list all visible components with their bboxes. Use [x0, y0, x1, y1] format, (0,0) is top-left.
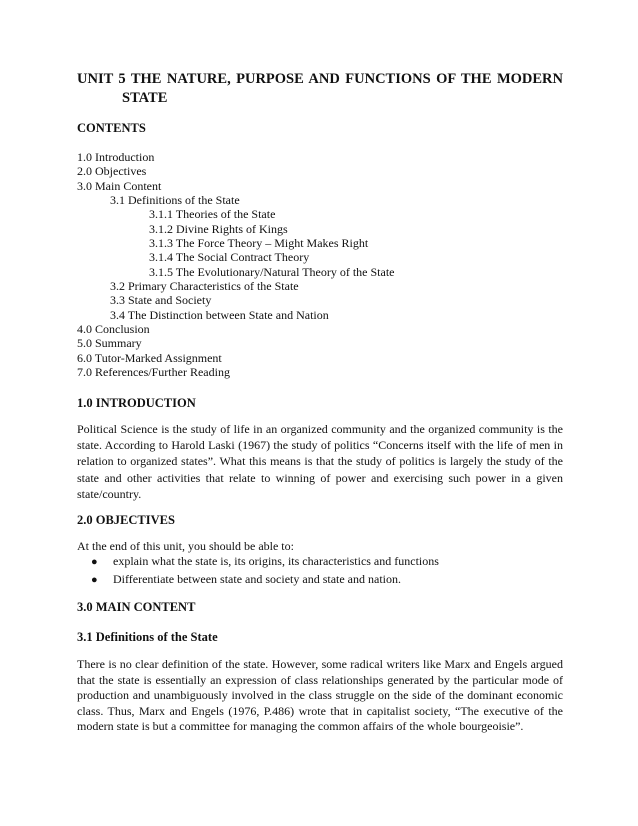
toc-item: 3.4 The Distinction between State and Nation [110, 307, 329, 322]
toc-item: 4.0 Conclusion [77, 322, 150, 337]
toc-item: 3.1.4 The Social Contract Theory [149, 250, 310, 265]
unit-title: UNIT 5 THE NATURE, PURPOSE AND FUNCTIONS OF THE MODERN [77, 71, 563, 87]
toc-item: 3.0 Main Content [77, 178, 162, 193]
table-of-contents [77, 150, 395, 380]
list-item-text: explain what the state is, its origins, its characteristics and functions [113, 554, 439, 568]
introduction-paragraph: Political Science is the study of life in an organized community and the organized community is the state. According to Harold Laski (1967) the study of politics “Concerns itself with the life of men in relation to organized states”. What this means is that the study of politics is largely the study of the state and other activities that relate to winning of power and exercising such power in a given state/country. [77, 422, 563, 501]
list-item [77, 571, 439, 589]
toc-item: 3.1.2 Divine Rights of Kings [149, 221, 288, 236]
objectives-intro: At the end of this unit, you should be able to: [77, 539, 294, 553]
definitions-paragraph: There is no clear definition of the state. However, some radical writers like Marx and Engels argued that the state is essentially an expression of class relationships generated by the particular mode of production and unambiguously involved in the class struggle on the side of the dominant economic class. Thus, Marx and Engels (1976, P.486) wrote that in capitalist society, “The executive of the modern state is but a committee for managing the common affairs of the whole bourgeoisie”. [77, 657, 563, 734]
main-content-heading: 3.0 MAIN CONTENT [77, 600, 196, 614]
list-item [77, 553, 439, 571]
toc-item: 3.1.3 The Force Theory – Might Makes Right [149, 236, 369, 251]
objectives-heading: 2.0 OBJECTIVES [77, 513, 175, 527]
toc-item: 2.0 Objectives [77, 164, 147, 179]
toc-item: 3.3 State and Society [110, 293, 212, 308]
unit-title-continuation: STATE [122, 90, 168, 106]
toc-item: 1.0 Introduction [77, 150, 155, 164]
bullet-icon: ● [91, 556, 98, 568]
toc-item: 3.2 Primary Characteristics of the State [110, 279, 299, 294]
toc-item: 3.1.1 Theories of the State [149, 207, 276, 222]
objectives-list [77, 553, 439, 589]
toc-item: 3.1.5 The Evolutionary/Natural Theory of the State [149, 264, 395, 279]
list-item-text: Differentiate between state and society and state and nation. [113, 572, 401, 586]
definitions-subheading: 3.1 Definitions of the State [77, 630, 218, 644]
toc-item: 3.1 Definitions of the State [110, 193, 240, 208]
introduction-heading: 1.0 INTRODUCTION [77, 396, 196, 410]
contents-heading: CONTENTS [77, 121, 146, 135]
toc-item: 5.0 Summary [77, 336, 142, 351]
toc-item: 6.0 Tutor-Marked Assignment [77, 350, 222, 365]
toc-item: 7.0 References/Further Reading [77, 365, 230, 380]
bullet-icon: ● [91, 574, 98, 586]
